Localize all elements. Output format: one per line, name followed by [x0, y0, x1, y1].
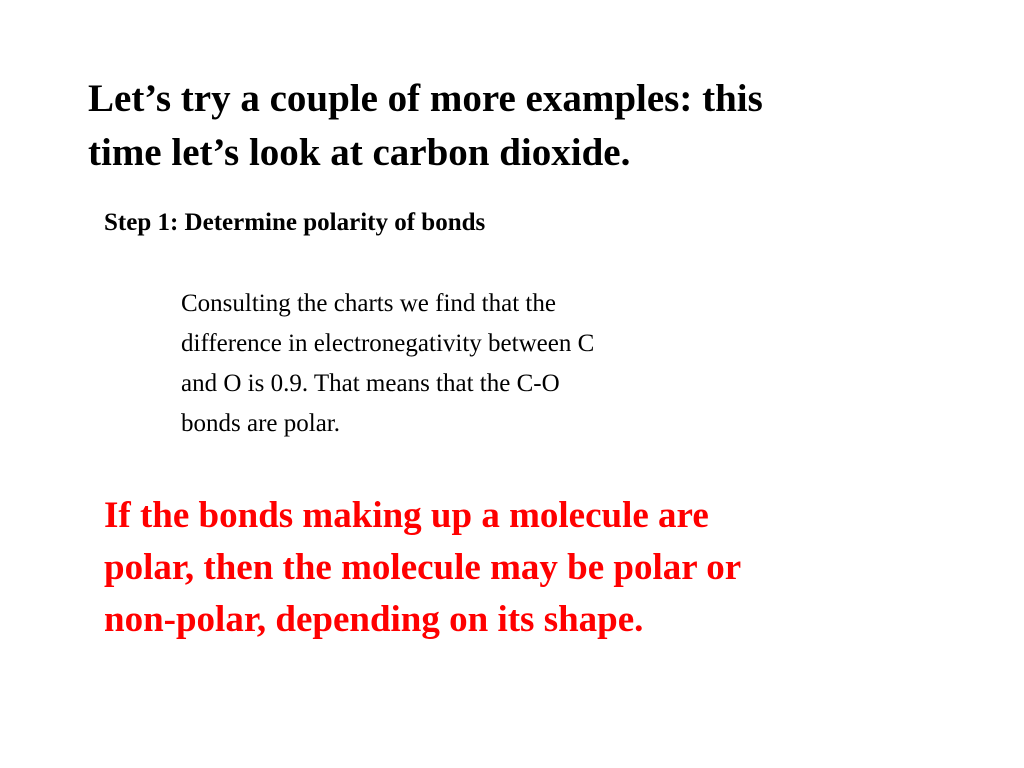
callout-line-3: non-polar, depending on its shape.: [104, 599, 644, 640]
slide-title: [88, 72, 968, 180]
step-heading: Step 1: Determine polarity of bonds: [104, 209, 486, 236]
slide-title-line-1: Let’s try a couple of more examples: this: [88, 77, 763, 120]
body-line-2: difference in electronegativity between C: [181, 330, 595, 357]
callout-text: [104, 490, 741, 646]
slide-title-line-2: time let’s look at carbon dioxide.: [88, 131, 631, 174]
body-line-3: and O is 0.9. That means that the C-O: [181, 370, 560, 397]
body-paragraph: [181, 284, 594, 444]
callout-line-2: polar, then the molecule may be polar or: [104, 547, 742, 588]
body-line-4: bonds are polar.: [181, 410, 340, 437]
callout-line-1: If the bonds making up a molecule are: [104, 495, 709, 536]
body-line-1: Consulting the charts we find that the: [181, 290, 556, 317]
